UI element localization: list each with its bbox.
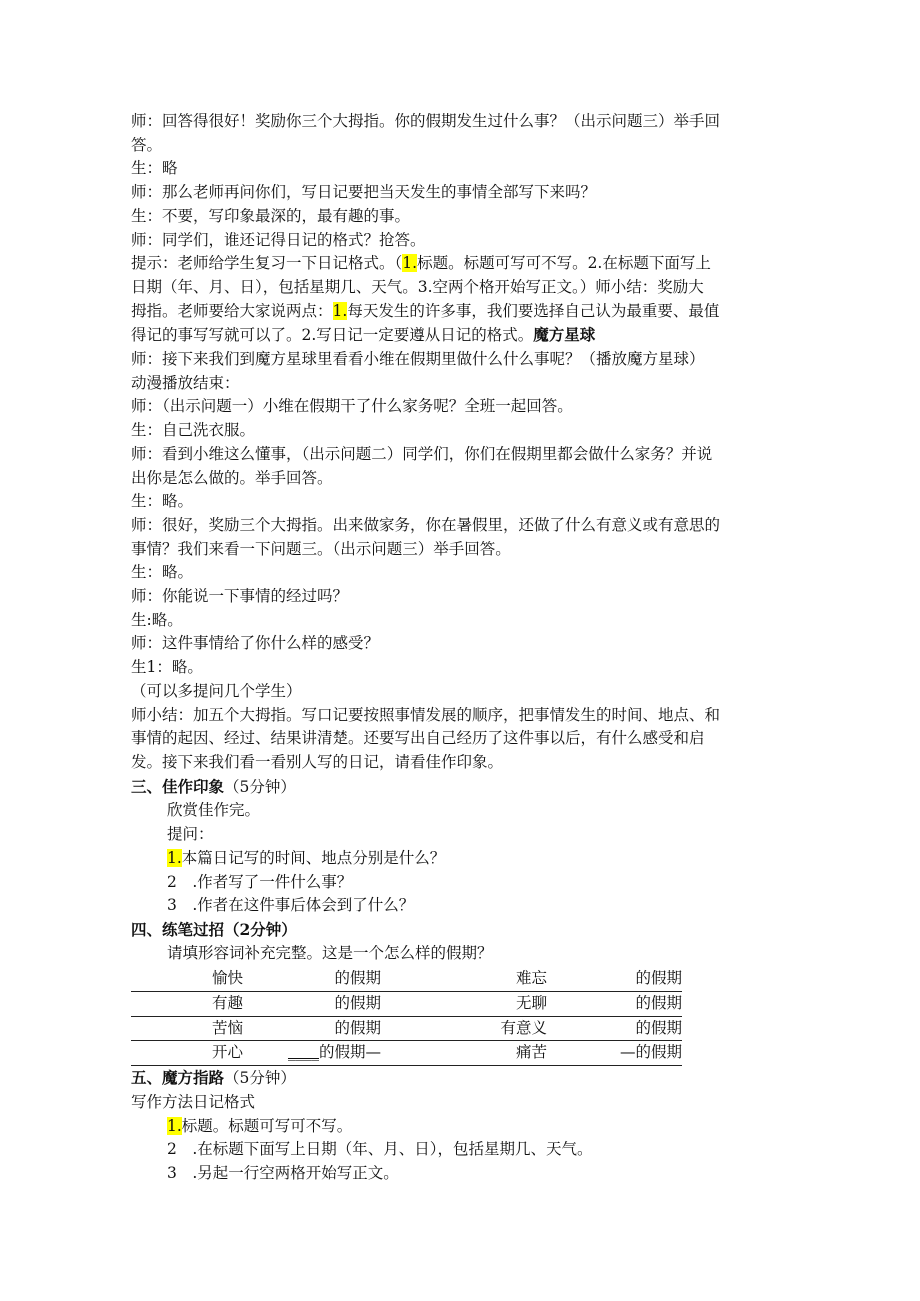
- table-row: [131, 1041, 682, 1066]
- table-cell: —的假期: [547, 1041, 682, 1066]
- highlight: 1.: [167, 848, 182, 867]
- highlight: 1.: [402, 254, 418, 273]
- paragraph: 生：略。: [131, 563, 194, 582]
- cell-text: 的假期—: [318, 1043, 381, 1062]
- paragraph: 答。: [131, 135, 163, 154]
- heading-title: 四、练笔过招: [131, 919, 225, 939]
- paragraph: 出你是怎么做的。举手回答。: [131, 468, 333, 487]
- question-text: 本篇日记写的时间、地点分别是什么？: [181, 848, 446, 867]
- heading-time: （5分钟）: [224, 1069, 296, 1088]
- fill-blank: ____: [287, 1043, 319, 1062]
- tip-text: 得记的事写写就可以了。2.写日记一定要遵从日记的格式。: [131, 326, 534, 345]
- table-cell: 的假期: [547, 1016, 682, 1041]
- table-cell: 的假期: [547, 992, 682, 1017]
- table-cell: [251, 1041, 381, 1066]
- paragraph: 师：你能说一下事情的经过吗？: [131, 587, 349, 606]
- paragraph: 动漫播放结束：: [131, 373, 240, 392]
- heading-time: （2分钟）: [224, 919, 297, 939]
- paragraph: 师：接下来我们到魔方星球里看看小维在假期里做什么什么事呢？（播放魔方星球）: [131, 350, 705, 369]
- paragraph: （可以多提问几个学生）: [131, 681, 302, 700]
- adjective-fill-table: [131, 967, 682, 1066]
- table-row: [131, 1016, 682, 1041]
- tip-text: 每天发生的许多事，我们要选择自己认为最重要、最值: [347, 301, 720, 320]
- table-cell: 有意义: [381, 1016, 547, 1041]
- table-cell: 痛苦: [381, 1041, 547, 1066]
- paragraph: 事情的起因、经过、结果讲清楚。还要写出自己经历了这件事以后，有什么感受和启: [131, 729, 705, 748]
- tip-line: [131, 300, 791, 324]
- table-cell: 开心: [131, 1041, 251, 1066]
- paragraph: 师：回答得很好！奖励你三个大拇指。你的假期发生过什么事？（出示问题三）举手回: [131, 112, 721, 130]
- heading-title: 五、魔方指路: [131, 1068, 225, 1088]
- paragraph: 师：很好，奖励三个大拇指。出来做家务，你在暑假里，还做了什么有意义或有意思的: [131, 515, 721, 534]
- list-item: 3 .另起一行空两格开始写正文。: [167, 1163, 399, 1182]
- paragraph: 生:略。: [131, 610, 183, 629]
- question-item: 2 .作者写了一件什么事？: [167, 872, 353, 891]
- paragraph: 师：看到小维这么懂事，（出示问题二）同学们，你们在假期里都会做什么家务？并说: [131, 444, 713, 463]
- bold-text: 魔方星球: [533, 325, 596, 345]
- paragraph: 师：这件事情给了你什么样的感受？: [131, 634, 380, 653]
- list-text: 标题。标题可写可不写。: [181, 1116, 353, 1135]
- tip-line: [131, 323, 791, 348]
- tip-text: 标题。标题可写可不写。2.在标题下面写上: [417, 254, 711, 273]
- paragraph: 生：不要，写印象最深的，最有趣的事。: [131, 206, 411, 225]
- paragraph: 发。接下来我们看一看别人写的日记，请看佳作印象。: [131, 752, 504, 771]
- table-cell: 愉快: [131, 967, 251, 991]
- paragraph: 提问：: [167, 825, 214, 844]
- paragraph: 师：那么老师再问你们，写日记要把当天发生的事情全部写下来吗？: [131, 183, 597, 202]
- paragraph: 事情？我们来看一下问题三。（出示问题三）举手回答。: [131, 539, 511, 558]
- tip-line: 日期（年、月、日），包括星期几、天气。3.空两个格开始写正文。）师小结：奖励大: [131, 277, 704, 296]
- table-cell: 难忘: [381, 967, 547, 991]
- document-page: [131, 110, 791, 1186]
- section-heading: [131, 775, 791, 800]
- question-item: [131, 847, 791, 871]
- table-row: [131, 967, 682, 991]
- highlight: 1.: [332, 301, 348, 320]
- table-cell: 无聊: [381, 992, 547, 1017]
- highlight: 1.: [167, 1116, 182, 1135]
- table-cell: 的假期: [251, 967, 381, 991]
- table-cell: 的假期: [547, 967, 682, 991]
- table-cell: 的假期: [251, 1016, 381, 1041]
- paragraph: 请填形容词补充完整。这是一个怎么样的假期？: [167, 943, 493, 962]
- tip-text: 拇指。老师要给大家说两点：: [131, 301, 333, 320]
- table-row: [131, 992, 682, 1017]
- question-item: 3 .作者在这件事后体会到了什么？: [167, 896, 415, 915]
- paragraph: 生1：略。: [131, 658, 203, 677]
- paragraph: 生：略: [131, 159, 178, 178]
- table-cell: 苦恼: [131, 1016, 251, 1041]
- paragraph: 师小结：加五个大拇指。写口记要按照事情发展的顺序，把事情发生的时间、地点、和: [131, 705, 721, 724]
- list-item: 2 .在标题下面写上日期（年、月、日），包括星期几、天气。: [167, 1140, 593, 1159]
- paragraph: 欣赏佳作完。: [167, 801, 261, 820]
- list-item: [131, 1115, 791, 1139]
- paragraph: 生：略。: [131, 492, 194, 511]
- tip-line: [131, 252, 791, 276]
- tip-text: 提示：老师给学生复习一下日记格式。（: [131, 254, 403, 273]
- heading-title: 三、佳作印象: [131, 776, 225, 796]
- table-cell: 的假期: [251, 992, 381, 1017]
- paragraph: 生：自己洗衣服。: [131, 421, 256, 440]
- table-cell: 有趣: [131, 992, 251, 1017]
- paragraph: 写作方法日记格式: [131, 1092, 256, 1111]
- paragraph: 师：同学们，谁还记得日记的格式？抢答。: [131, 230, 426, 249]
- section-heading: [131, 918, 791, 942]
- paragraph: 师：（出示问题一）小维在假期干了什么家务呢？全班一起回答。: [131, 397, 573, 416]
- section-heading: [131, 1066, 791, 1091]
- heading-time: （5分钟）: [224, 777, 296, 796]
